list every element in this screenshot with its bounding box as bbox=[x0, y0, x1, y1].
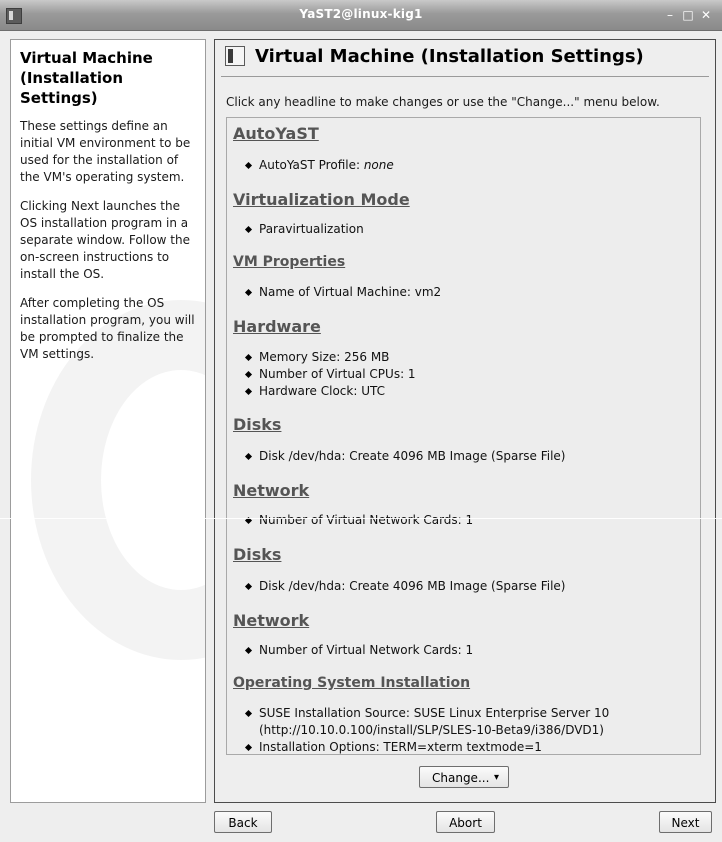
minimize-button[interactable]: – bbox=[667, 8, 673, 22]
help-paragraph: These settings define an initial VM environment to be used for the installation of the VM's operating system. bbox=[20, 119, 191, 184]
next-button[interactable]: Next bbox=[659, 811, 712, 833]
list-item: Installation Options: TERM=xterm textmode=1 bbox=[259, 739, 694, 755]
section-network bbox=[233, 481, 694, 529]
list-item: AutoYaST Profile: none bbox=[259, 157, 694, 174]
virtual-machine-icon bbox=[225, 46, 245, 66]
help-paragraph: Clicking Next launches the OS installation program in a separate window. Follow the on-screen instructions to install the OS. bbox=[20, 199, 190, 281]
help-paragraph: After completing the OS installation program, you will be prompted to finalize the VM settings. bbox=[20, 296, 195, 361]
list-item: Number of Virtual CPUs: 1 bbox=[259, 366, 694, 383]
list-item: Number of Virtual Network Cards: 1 bbox=[259, 512, 694, 529]
list-item: Disk /dev/hda: Create 4096 MB Image (Sparse File) bbox=[259, 578, 694, 595]
maximize-button[interactable]: □ bbox=[682, 8, 694, 22]
list-item: Disk /dev/hda: Create 4096 MB Image (Sparse File) bbox=[259, 448, 694, 465]
section-operating-system-installation bbox=[233, 675, 694, 755]
headline-operating-system-installation[interactable]: Operating System Installation bbox=[233, 675, 471, 691]
list-item: Name of Virtual Machine: vm2 bbox=[259, 284, 694, 301]
section-disks bbox=[233, 415, 694, 465]
section-hardware bbox=[233, 317, 694, 400]
change-menu-button[interactable] bbox=[419, 766, 509, 788]
headline-network[interactable]: Network bbox=[233, 611, 310, 630]
section-vm-properties bbox=[233, 254, 694, 301]
back-button[interactable]: Back bbox=[214, 811, 272, 833]
headline-hardware[interactable]: Hardware bbox=[233, 317, 321, 336]
headline-disks[interactable]: Disks bbox=[233, 415, 282, 434]
window-titlebar[interactable] bbox=[0, 0, 722, 31]
help-title: Virtual Machine (Installation Settings) bbox=[20, 49, 153, 107]
settings-summary[interactable] bbox=[226, 117, 701, 755]
headline-network[interactable]: Network bbox=[233, 481, 310, 500]
headline-autoyast[interactable]: AutoYaST bbox=[233, 124, 319, 143]
list-item: Number of Virtual Network Cards: 1 bbox=[259, 642, 694, 659]
section-virtualization-mode bbox=[233, 190, 694, 238]
headline-disks[interactable]: Disks bbox=[233, 545, 282, 564]
headline-virtualization-mode[interactable]: Virtualization Mode bbox=[233, 190, 410, 209]
abort-button[interactable]: Abort bbox=[436, 811, 495, 833]
instructions-text: Click any headline to make changes or use the "Change..." menu below. bbox=[226, 95, 660, 109]
list-item: Hardware Clock: UTC bbox=[259, 383, 694, 400]
page-title: Virtual Machine (Installation Settings) bbox=[255, 46, 644, 67]
help-panel[interactable] bbox=[10, 39, 206, 803]
close-button[interactable]: ✕ bbox=[700, 8, 712, 22]
list-item: SUSE Installation Source: SUSE Linux Enterprise Server 10 (http://10.10.0.100/install/SLP/SLES-10-Beta9/i386/DVD1) bbox=[259, 705, 694, 739]
section-autoyast bbox=[233, 124, 694, 174]
chevron-down-icon: ▾ bbox=[493, 772, 499, 783]
list-item: Memory Size: 256 MB bbox=[259, 349, 694, 366]
list-item: Paravirtualization bbox=[259, 221, 694, 238]
header-divider bbox=[221, 76, 709, 77]
screen-divider bbox=[0, 518, 722, 519]
section-disks bbox=[233, 545, 694, 595]
change-button-label: Change... bbox=[432, 771, 490, 785]
window-title: YaST2@linux-kig1 bbox=[299, 7, 423, 21]
main-panel bbox=[214, 39, 716, 803]
section-network bbox=[233, 611, 694, 659]
headline-vm-properties[interactable]: VM Properties bbox=[233, 254, 346, 270]
